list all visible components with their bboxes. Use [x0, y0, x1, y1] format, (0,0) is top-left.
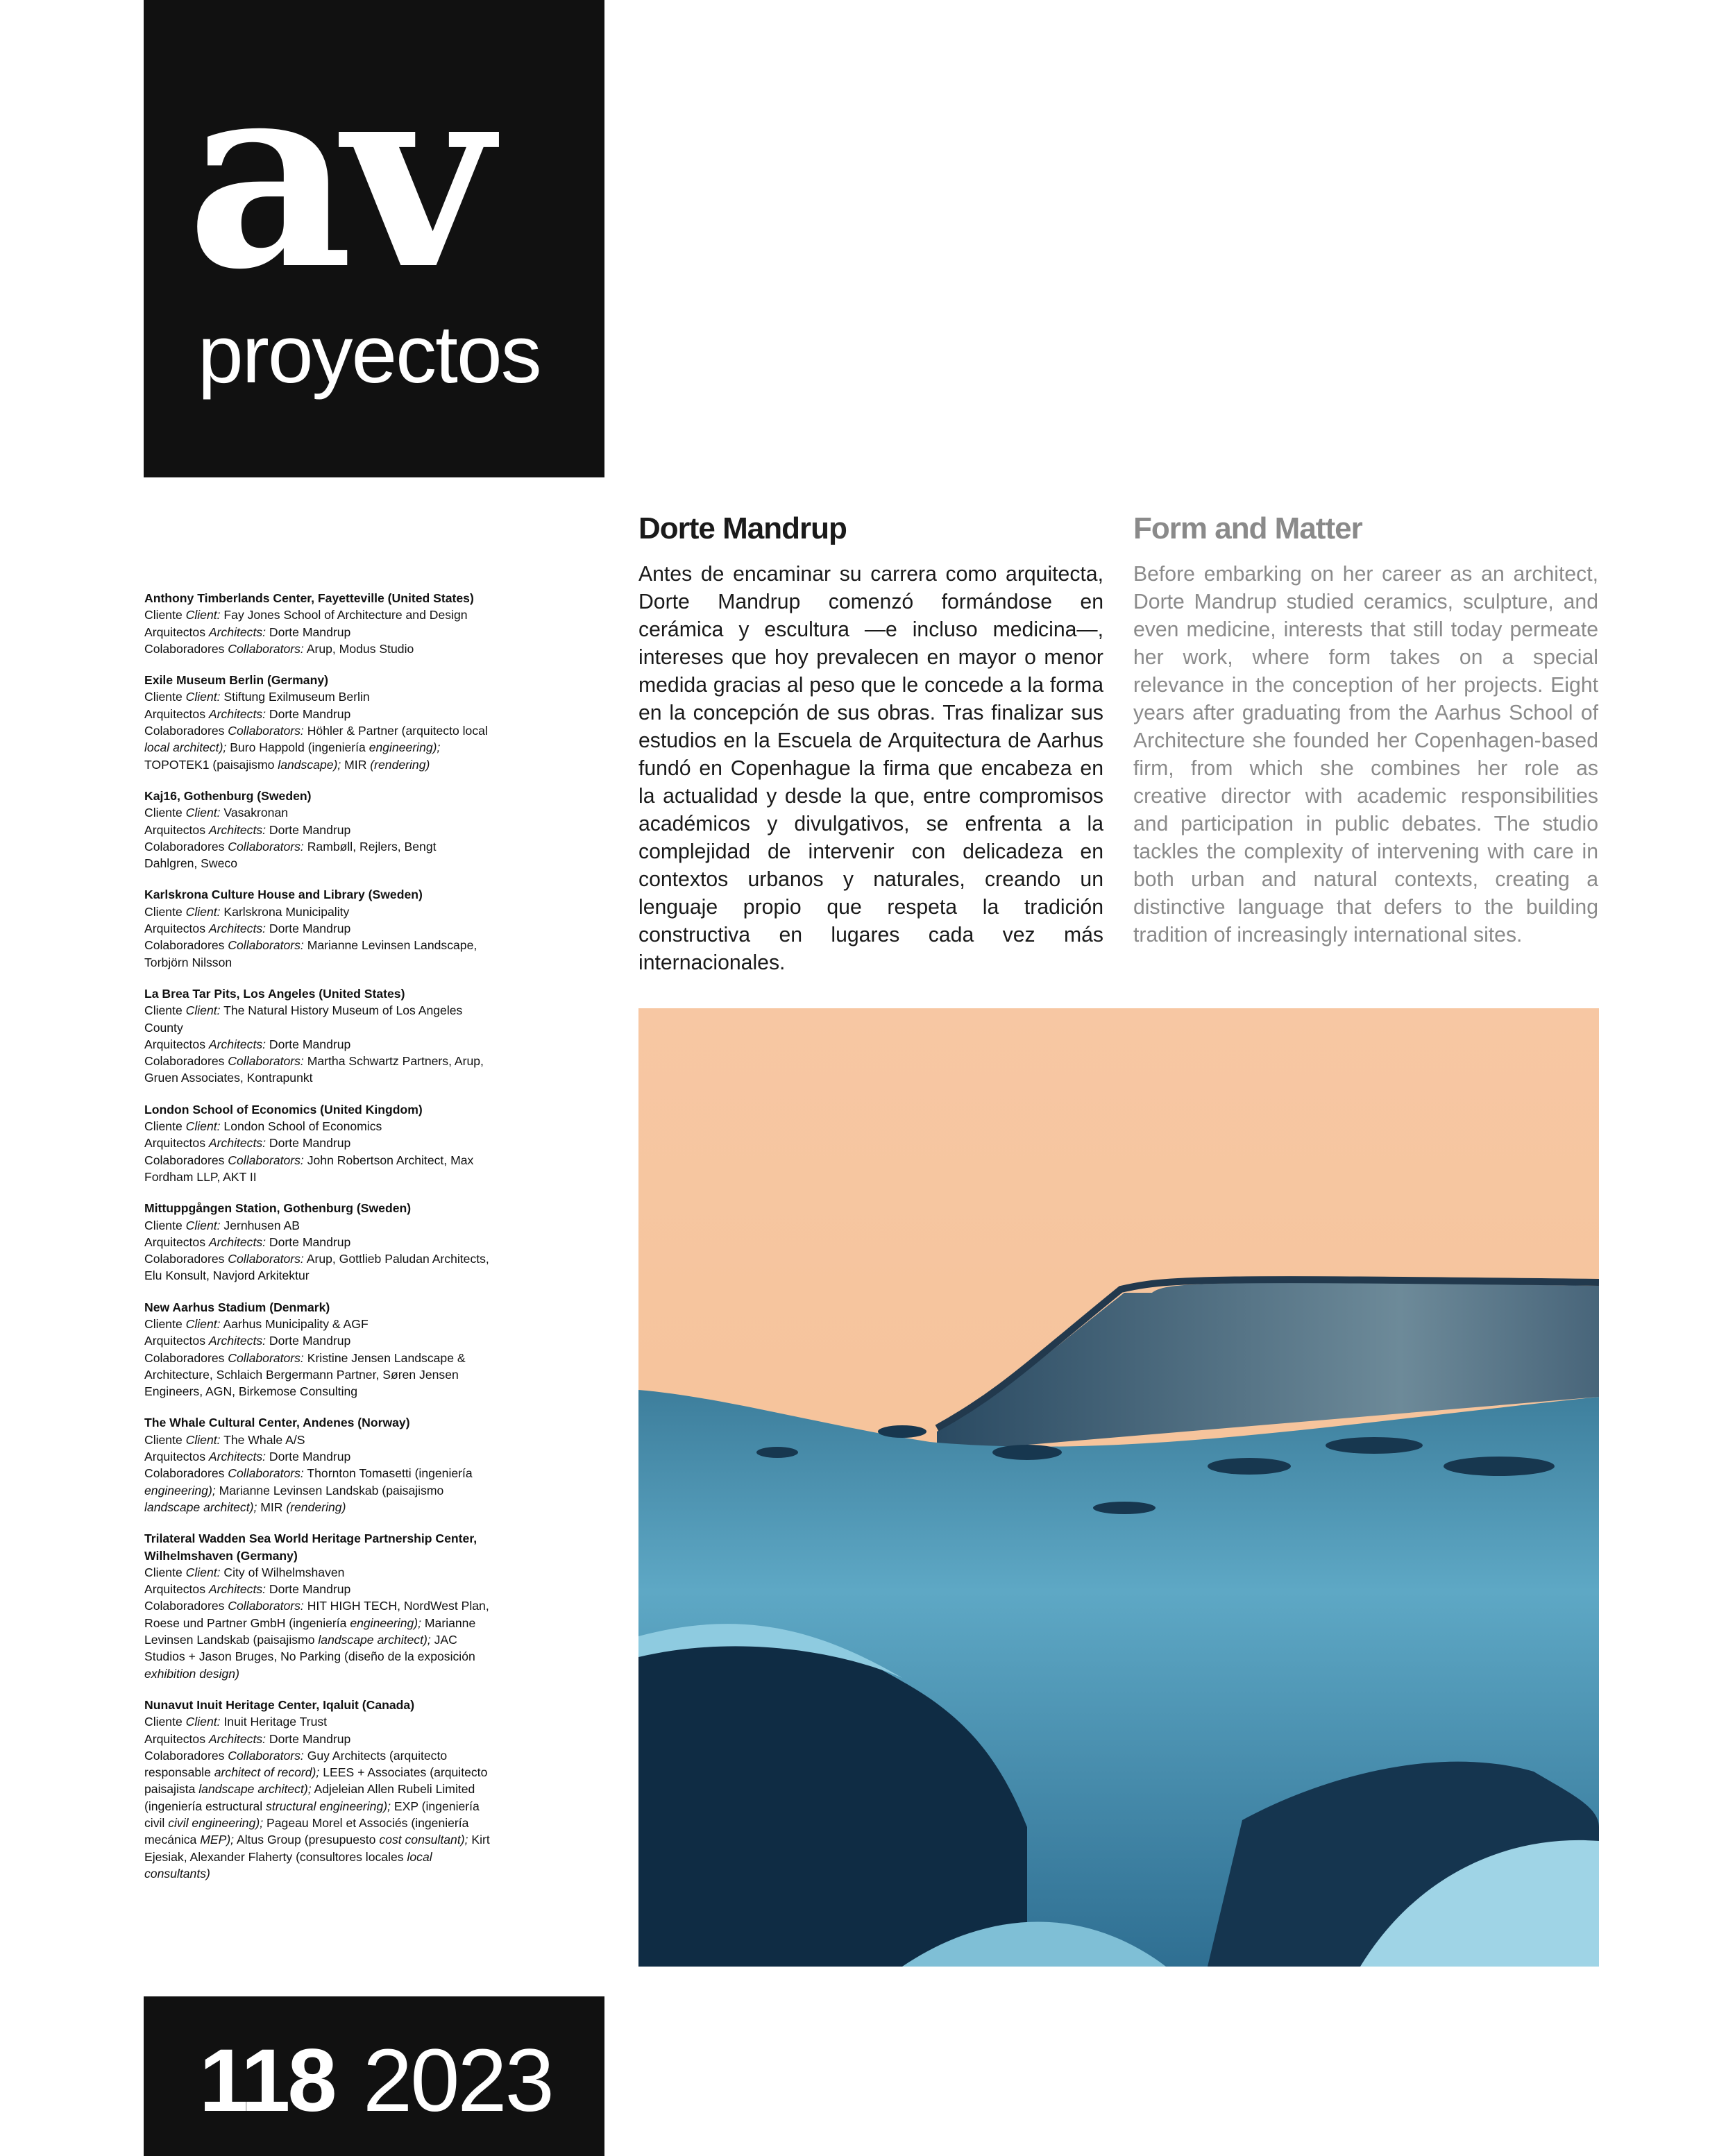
- credit-line: [144, 1465, 491, 1516]
- credit-text: Arup, Modus Studio: [303, 641, 414, 656]
- credit-label-en: cost consultant);: [379, 1833, 468, 1847]
- credit-line: [144, 1135, 491, 1151]
- masthead: [144, 0, 604, 477]
- credit-label-en: landscape);: [278, 757, 341, 772]
- article-title-es: Dorte Mandrup: [638, 511, 847, 545]
- credit-text: Kristine Jensen Landscape & Architecture, Schlaich Bergermann Partner, Søren Jensen Engineers, AGN, Birkemose Consulting: [144, 1350, 466, 1399]
- credit-label-en: Client:: [185, 806, 221, 820]
- credit-entry: [144, 1530, 491, 1682]
- credit-text: Colaboradores: [144, 1153, 228, 1167]
- credit-entry: [144, 886, 491, 970]
- credit-project-title: New Aarhus Stadium (Denmark): [144, 1300, 330, 1314]
- credit-label-en: (rendering): [370, 757, 430, 772]
- credit-text: Karlskrona Municipality: [220, 904, 350, 919]
- credit-line: [144, 1350, 491, 1400]
- credit-text: Cliente: [144, 690, 186, 704]
- credit-text: Vasakronan: [220, 806, 289, 820]
- credit-text: Martha Schwartz Partners, Arup, Gruen Associates, Kontrapunkt: [144, 1054, 484, 1085]
- credit-label-en: civil engineering);: [168, 1816, 264, 1830]
- credit-line: [144, 920, 491, 937]
- credit-text: Dorte Mandrup: [266, 1334, 351, 1348]
- credit-entry: [144, 590, 491, 657]
- credit-label-en: Collaborators:: [228, 724, 304, 738]
- credit-text: Cliente: [144, 1003, 186, 1018]
- credit-label-en: engineering);: [350, 1615, 422, 1630]
- credit-line: [144, 1118, 491, 1135]
- credit-text: Altus Group (presupuesto: [234, 1833, 380, 1847]
- credit-line: [144, 903, 491, 920]
- credit-text: Dorte Mandrup: [266, 1731, 351, 1746]
- credit-entry: [144, 1299, 491, 1400]
- credit-text: JAC Studios + Jason Bruges, No Parking (diseño de la exposición: [144, 1633, 475, 1664]
- credit-line: [144, 1713, 491, 1730]
- credit-text: Kirt Ejesiak, Alexander Flaherty (consultores locales: [144, 1833, 490, 1864]
- credit-text: Marianne Levinsen Landskab (paisajismo: [144, 1615, 476, 1647]
- credit-label-en: engineering);: [369, 740, 441, 755]
- credit-line: [144, 1036, 491, 1053]
- credit-text: Arup, Gottlieb Paludan Architects, Elu Konsult, Navjord Arkitektur: [144, 1252, 489, 1283]
- av-logo: [187, 57, 575, 321]
- credit-text: Cliente: [144, 904, 186, 919]
- credit-label-en: Client:: [185, 608, 221, 622]
- credit-label-en: Architects:: [208, 625, 266, 639]
- credit-entry: [144, 1697, 491, 1882]
- credit-label-en: Collaborators:: [228, 839, 304, 854]
- credit-text: Dorte Mandrup: [266, 822, 351, 837]
- credit-label-en: Architects:: [208, 1450, 266, 1464]
- credit-label-en: Client:: [185, 1119, 221, 1134]
- credit-text: Cliente: [144, 1715, 186, 1729]
- credit-line: [144, 1731, 491, 1747]
- credit-text: Dorte Mandrup: [266, 625, 351, 639]
- credit-label-en: Collaborators:: [228, 938, 304, 953]
- credit-text: Marianne Levinsen Landscape, Torbjörn Nilsson: [144, 938, 477, 969]
- credit-text: Arquitectos: [144, 1136, 209, 1151]
- credit-label-en: Collaborators:: [228, 1599, 304, 1613]
- credit-label-en: landscape architect);: [144, 1500, 257, 1514]
- credit-text: MIR: [341, 757, 371, 772]
- credit-label-en: Client:: [185, 1715, 221, 1729]
- credit-text: Dorte Mandrup: [266, 1582, 351, 1597]
- credit-label-en: engineering);: [144, 1483, 216, 1497]
- credit-text: The Whale A/S: [220, 1432, 305, 1447]
- credit-label-en: Client:: [185, 1432, 221, 1447]
- cover-photo-arctic-building: [638, 1008, 1599, 1967]
- credit-text: Colaboradores: [144, 1350, 228, 1365]
- credit-label-en: Collaborators:: [228, 1748, 304, 1763]
- credit-project-title: Anthony Timberlands Center, Fayetteville (United States): [144, 591, 474, 605]
- issue-year: 2023: [363, 2031, 552, 2130]
- credit-label-en: Architects:: [208, 822, 266, 837]
- credit-text: John Robertson Architect, Max Fordham LLP, AKT II: [144, 1153, 474, 1184]
- credit-text: Colaboradores: [144, 1599, 228, 1613]
- credit-text: Pageau Morel et Associés (ingeniería mecánica: [144, 1816, 469, 1847]
- credit-text: Dorte Mandrup: [266, 922, 351, 936]
- credit-label-en: Client:: [185, 904, 221, 919]
- credit-text: Arquitectos: [144, 706, 209, 721]
- credit-label-en: Architects:: [208, 1731, 266, 1746]
- credit-line: [144, 1316, 491, 1332]
- credit-text: Marianne Levinsen Landskab (paisajismo: [215, 1483, 444, 1497]
- credit-text: Arquitectos: [144, 922, 209, 936]
- credit-line: [144, 706, 491, 722]
- credit-text: HIT HIGH TECH, NordWest Plan, Roese und Partner GmbH (ingeniería: [144, 1599, 489, 1630]
- credit-label-en: Client:: [185, 1218, 221, 1232]
- credit-line: [144, 1432, 491, 1448]
- credit-line: [144, 822, 491, 838]
- credit-text: Colaboradores: [144, 1252, 228, 1266]
- credit-label-en: Architects:: [208, 1136, 266, 1151]
- credit-project-title: Nunavut Inuit Heritage Center, Iqaluit (Canada): [144, 1697, 415, 1712]
- credit-text: Colaboradores: [144, 839, 228, 854]
- credit-text: Arquitectos: [144, 1582, 209, 1597]
- masthead-subtitle: proyectos: [198, 309, 541, 400]
- credit-text: Cliente: [144, 1432, 186, 1447]
- project-credits-list: [144, 590, 491, 1896]
- credit-entry: [144, 672, 491, 773]
- credit-text: Fay Jones School of Architecture and Design: [220, 608, 468, 622]
- credit-text: Buro Happold (ingeniería: [226, 740, 369, 755]
- credit-label-en: architect of record);: [214, 1765, 320, 1780]
- issue-number: 118: [199, 2031, 335, 2130]
- credit-entry: [144, 1414, 491, 1516]
- credit-text: TOPOTEK1 (paisajismo: [144, 757, 278, 772]
- credit-line: [144, 640, 491, 657]
- credit-line: [144, 1250, 491, 1284]
- credit-project-title: London School of Economics (United Kingdom): [144, 1102, 423, 1117]
- credit-text: Jernhusen AB: [220, 1218, 300, 1232]
- credit-text: Colaboradores: [144, 1466, 228, 1481]
- credit-text: Arquitectos: [144, 1731, 209, 1746]
- credit-line: [144, 1053, 491, 1087]
- credit-project-title: Karlskrona Culture House and Library (Sweden): [144, 888, 423, 902]
- credit-line: [144, 1217, 491, 1234]
- credit-line: [144, 688, 491, 705]
- credit-text: Stiftung Exilmuseum Berlin: [220, 690, 370, 704]
- credit-line: [144, 1581, 491, 1597]
- credit-entry: [144, 788, 491, 872]
- credit-line: [144, 804, 491, 821]
- article-body-es: Antes de encaminar su carrera como arquitecta, Dorte Mandrup comenzó formándose en cerámica y escultura —e incluso medicina—, intereses que hoy prevalecen en mayor o menor medida gracias al peso que le concede a la forma en la concepción de sus obras. Tras finalizar sus estudios en la Escuela de Arquitectura de Aarhus fundó en Copenhague la firma que encabeza en la actualidad y desde la que, entre compromisos académicos y divulgativos, se enfrenta a la complejidad de intervenir con delicadeza en contextos urbanos y naturales, creando un lenguaje propio que respeta la tradición constructiva en lugares cada vez más internacionales.: [638, 563, 1103, 974]
- credit-text: City of Wilhelmshaven: [220, 1565, 345, 1579]
- credit-label-en: exhibition design): [144, 1666, 239, 1681]
- credit-text: Cliente: [144, 1316, 186, 1331]
- credit-label-en: Collaborators:: [228, 641, 304, 656]
- credit-text: Cliente: [144, 1218, 186, 1232]
- credit-text: EXP (ingeniería civil: [144, 1799, 480, 1830]
- credit-label-en: Collaborators:: [228, 1252, 304, 1266]
- credit-line: [144, 1448, 491, 1465]
- credit-label-en: local consultants): [144, 1849, 432, 1881]
- credit-label-en: structural engineering);: [266, 1799, 391, 1813]
- credit-text: Dorte Mandrup: [266, 1450, 351, 1464]
- credit-label-en: landscape architect);: [318, 1633, 431, 1647]
- article-body-en: Before embarking on her career as an architect, Dorte Mandrup studied ceramics, sculpture, and even medicine, interests that still today permeate her work, where form takes on a special relevance in the conception of her projects. Eight years after graduating from the Aarhus School of Architecture she founded her Copenhagen-based firm, from which she combines her role as creative director with academic responsibilities and participation in public debates. The studio tackles the complexity of intervening with care in both urban and natural contexts, creating a distinctive language that defers to the building tradition of increasingly international sites.: [1133, 563, 1598, 947]
- credit-line: [144, 1002, 491, 1036]
- credit-label-en: Architects:: [208, 1334, 266, 1348]
- credit-text: MIR: [257, 1500, 287, 1514]
- credit-label-en: Architects:: [208, 1037, 266, 1051]
- credit-line: [144, 1234, 491, 1250]
- credit-text: Cliente: [144, 1565, 186, 1579]
- credit-text: Höhler & Partner (arquitecto local: [303, 724, 488, 738]
- credit-text: LEES + Associates (arquitecto paisajista: [144, 1765, 488, 1797]
- credit-entry: [144, 1101, 491, 1185]
- credit-text: Arquitectos: [144, 625, 209, 639]
- credit-label-en: Client:: [185, 1565, 221, 1579]
- credit-label-en: Architects:: [208, 1234, 266, 1249]
- credit-line: [144, 1152, 491, 1186]
- credit-text: Dorte Mandrup: [266, 1136, 351, 1151]
- credit-project-title: Exile Museum Berlin (Germany): [144, 673, 328, 688]
- credit-text: London School of Economics: [220, 1119, 382, 1134]
- credit-text: The Natural History Museum of Los Angeles County: [144, 1003, 463, 1035]
- credit-text: Colaboradores: [144, 938, 228, 953]
- credit-line: [144, 1597, 491, 1681]
- credit-line: [144, 838, 491, 872]
- credit-project-title: La Brea Tar Pits, Los Angeles (United States): [144, 986, 405, 1001]
- credit-text: Colaboradores: [144, 641, 228, 656]
- credit-label-en: MEP);: [200, 1833, 235, 1847]
- credit-text: Arquitectos: [144, 1234, 209, 1249]
- credit-label-en: landscape architect);: [198, 1782, 312, 1797]
- credit-text: Cliente: [144, 1119, 186, 1134]
- credit-line: [144, 1564, 491, 1581]
- credit-text: Dorte Mandrup: [266, 1234, 351, 1249]
- credit-entry: [144, 1200, 491, 1284]
- credit-text: Dorte Mandrup: [266, 706, 351, 721]
- article-title-en: Form and Matter: [1133, 511, 1362, 545]
- credit-line: [144, 624, 491, 640]
- credit-text: Cliente: [144, 806, 186, 820]
- credit-project-title: The Whale Cultural Center, Andenes (Norway): [144, 1416, 410, 1430]
- credit-label-en: Architects:: [208, 922, 266, 936]
- credit-label-en: Client:: [185, 690, 221, 704]
- credit-label-en: Architects:: [208, 1582, 266, 1597]
- credit-label-en: Client:: [185, 1316, 221, 1331]
- credit-line: [144, 937, 491, 971]
- credit-text: Arquitectos: [144, 1334, 209, 1348]
- credit-text: Rambøll, Rejlers, Bengt Dahlgren, Sweco: [144, 839, 437, 871]
- credit-project-title: Trilateral Wadden Sea World Heritage Partnership Center, Wilhelmshaven (Germany): [144, 1531, 477, 1563]
- credit-project-title: Kaj16, Gothenburg (Sweden): [144, 788, 312, 803]
- credit-label-en: Collaborators:: [228, 1350, 304, 1365]
- credit-text: Guy Architects (arquitecto responsable: [144, 1748, 448, 1780]
- credit-line: [144, 722, 491, 773]
- credit-text: Colaboradores: [144, 1054, 228, 1069]
- credit-label-en: Collaborators:: [228, 1153, 304, 1167]
- credit-label-en: (rendering): [286, 1500, 346, 1514]
- credit-text: Colaboradores: [144, 724, 228, 738]
- credit-text: Arquitectos: [144, 822, 209, 837]
- credit-label-en: Collaborators:: [228, 1054, 304, 1069]
- credit-project-title: Mittuppgången Station, Gothenburg (Sweden): [144, 1201, 412, 1216]
- credit-line: [144, 1747, 491, 1882]
- credit-line: [144, 606, 491, 623]
- credit-text: Colaboradores: [144, 1748, 228, 1763]
- credit-label-en: local architect);: [144, 740, 227, 755]
- credit-text: Arquitectos: [144, 1037, 209, 1051]
- issue-info: [144, 1996, 604, 2156]
- credit-text: Arquitectos: [144, 1450, 209, 1464]
- credit-label-en: Client:: [185, 1003, 221, 1018]
- credit-label-en: Collaborators:: [228, 1466, 304, 1481]
- credit-text: Adjeleian Allen Rubeli Limited (ingeniería estructural: [144, 1782, 475, 1813]
- credit-text: Thornton Tomasetti (ingeniería: [303, 1466, 473, 1481]
- credit-text: Dorte Mandrup: [266, 1037, 351, 1051]
- credit-text: Aarhus Municipality & AGF: [220, 1316, 369, 1331]
- credit-text: Inuit Heritage Trust: [220, 1715, 328, 1729]
- logo-text: av: [187, 57, 483, 321]
- credit-entry: [144, 985, 491, 1087]
- credit-label-en: Architects:: [208, 706, 266, 721]
- credit-text: Cliente: [144, 608, 186, 622]
- credit-line: [144, 1332, 491, 1349]
